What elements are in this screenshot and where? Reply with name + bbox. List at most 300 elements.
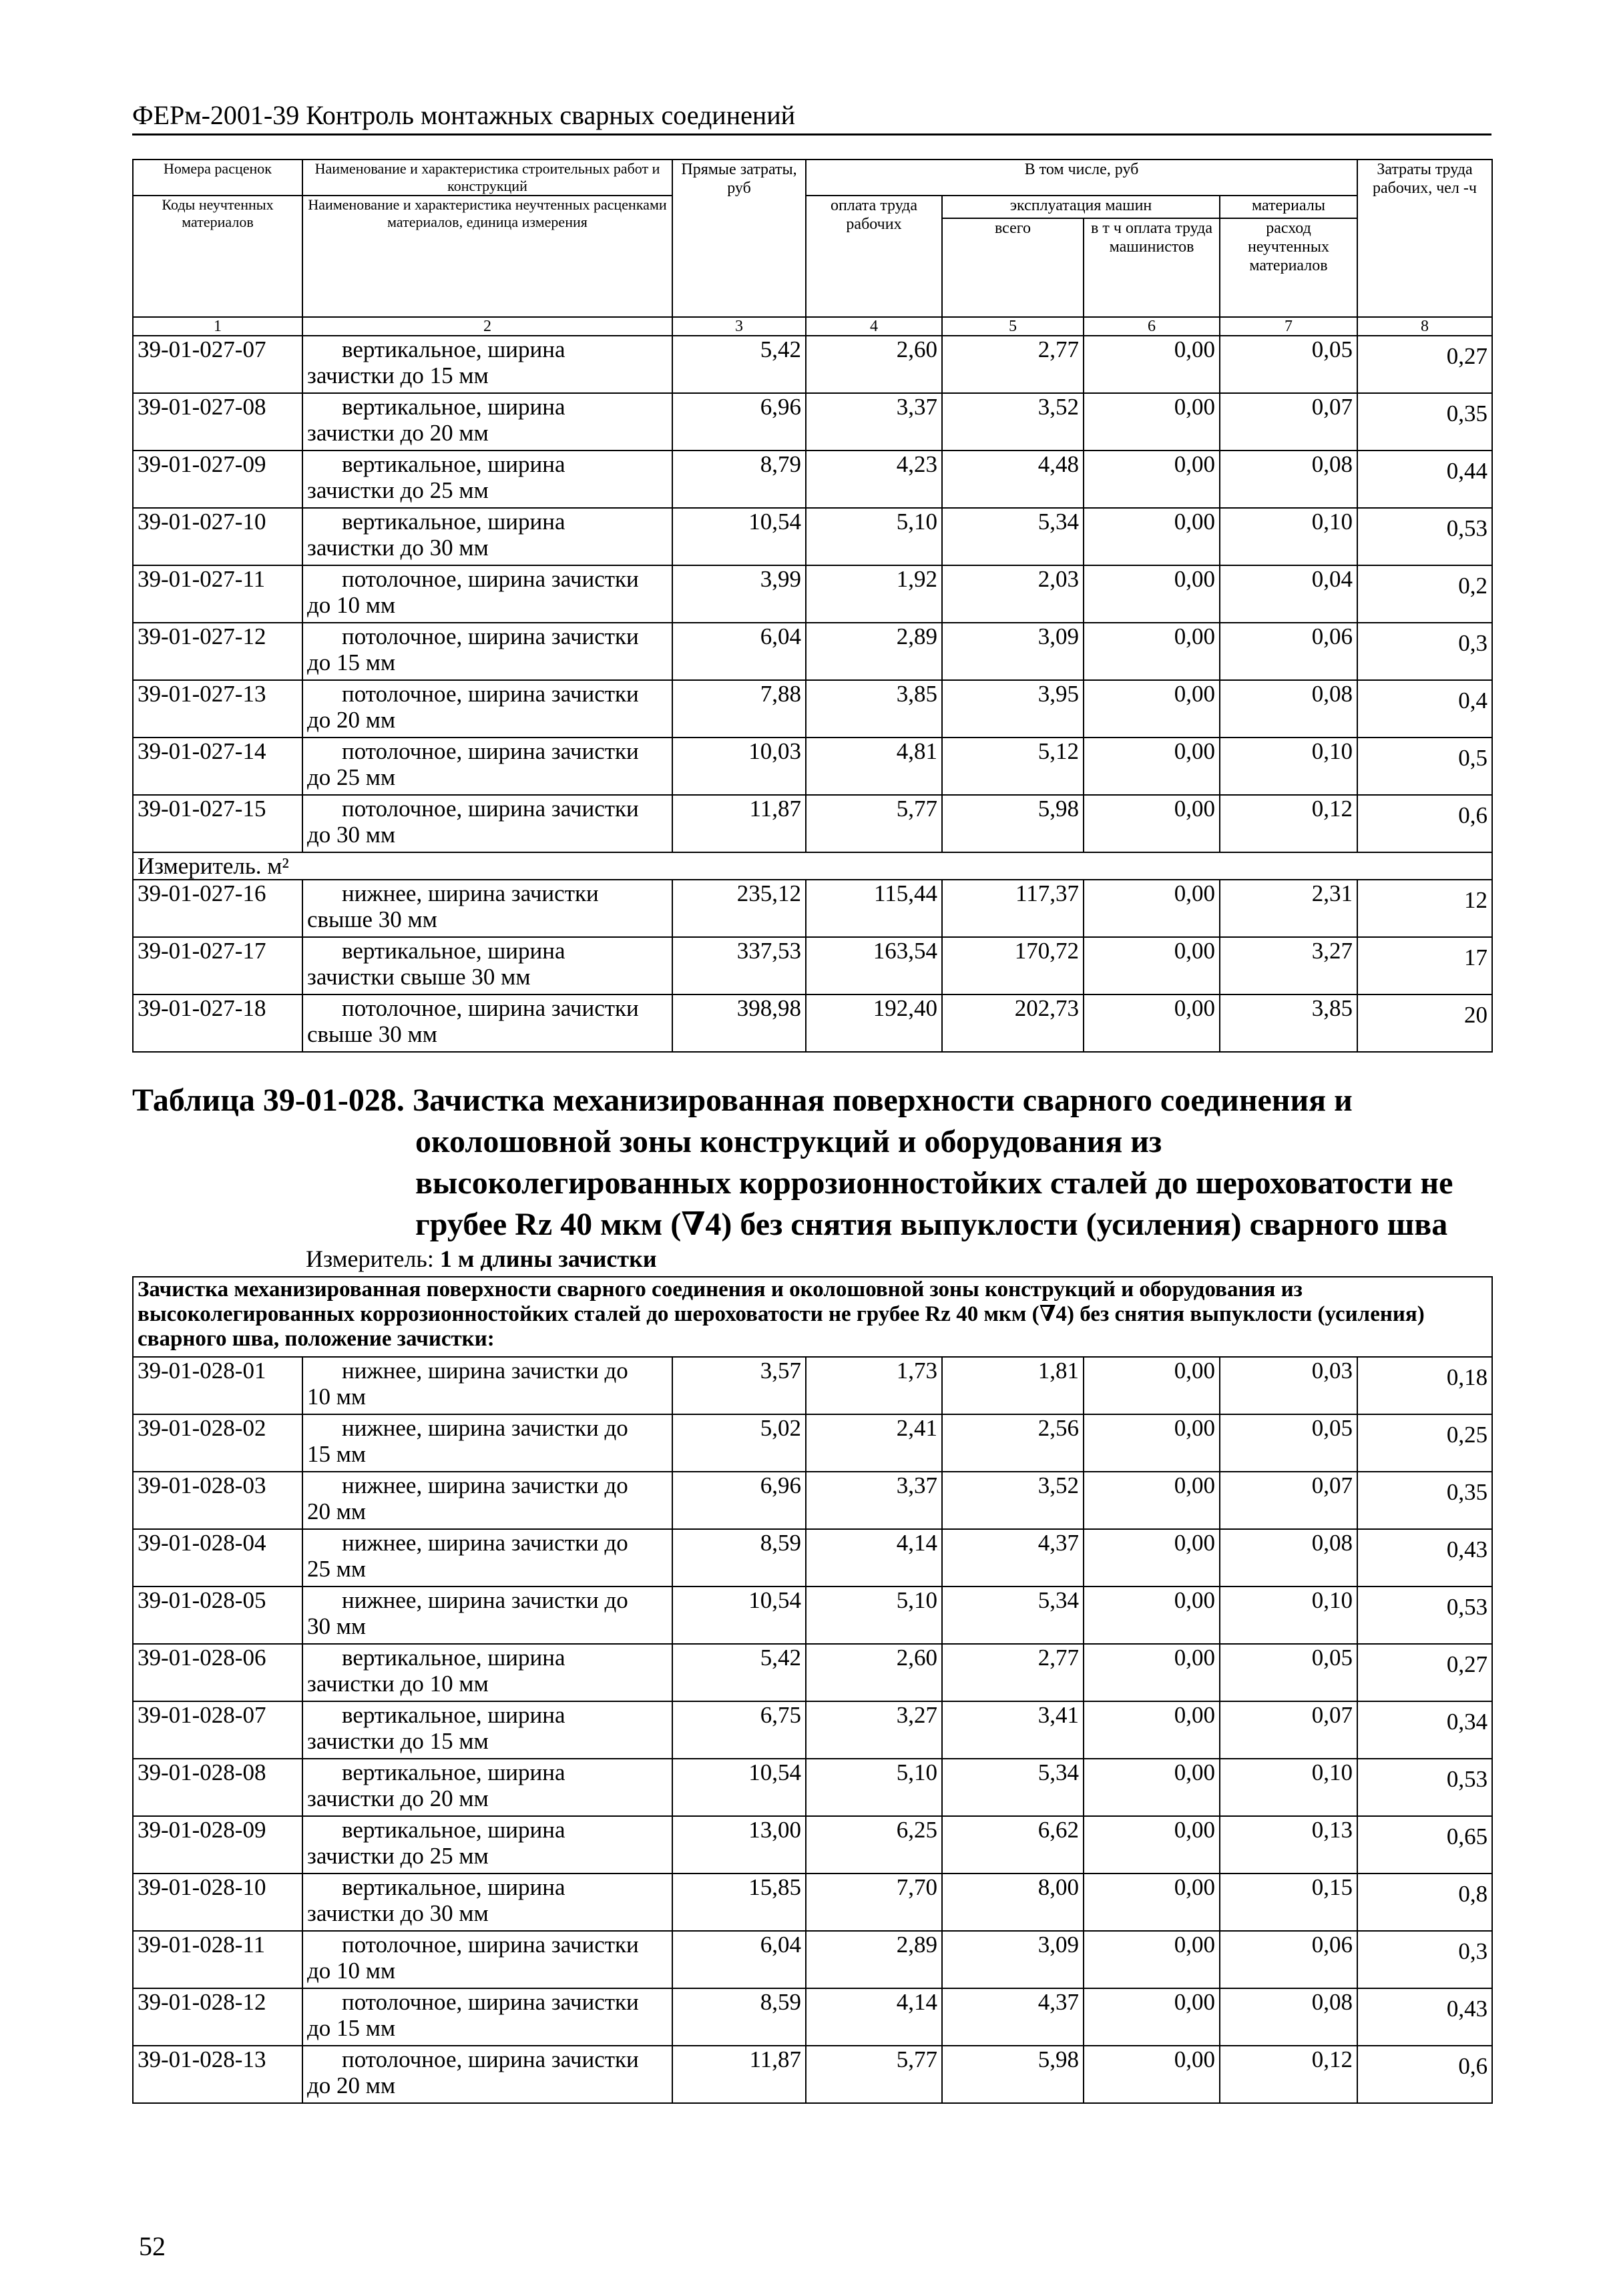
work-name-line: до 20 мм (307, 707, 396, 733)
value-cell: 0,10 (1220, 508, 1357, 565)
table-title (132, 1080, 1491, 1245)
header-c1a: Номера расценок (133, 160, 302, 196)
value-cell: 0,10 (1220, 1587, 1357, 1644)
value-cell: 2,03 (942, 565, 1084, 623)
value-cell: 5,12 (942, 738, 1084, 795)
value-cell: 0,00 (1084, 1529, 1220, 1587)
value-cell: 0,00 (1084, 1644, 1220, 1701)
value-cell: 6,04 (672, 623, 806, 680)
rate-code: 39-01-027-10 (133, 508, 302, 565)
work-name-line: до 10 мм (307, 592, 396, 618)
value-cell: 0,04 (1220, 565, 1357, 623)
value-cell: 17 (1357, 937, 1492, 994)
table-row (133, 451, 1492, 508)
measure-row (133, 852, 1492, 880)
value-cell: 3,27 (1220, 937, 1357, 994)
work-name-line: зачистки до 20 мм (307, 420, 489, 446)
value-cell: 6,96 (672, 393, 806, 451)
header-c1b: Коды неучтенных материалов (133, 196, 302, 317)
rate-code: 39-01-028-06 (133, 1644, 302, 1701)
value-cell: 0,00 (1084, 1931, 1220, 1988)
work-name-line: потолочное, ширина зачистки (342, 796, 639, 822)
value-cell: 163,54 (806, 937, 942, 994)
value-cell: 0,07 (1220, 1701, 1357, 1759)
table-row (133, 1644, 1492, 1701)
measure-unit-prefix: Измеритель: (306, 1245, 440, 1272)
rate-code: 39-01-028-10 (133, 1874, 302, 1931)
value-cell: 1,73 (806, 1357, 942, 1414)
value-cell: 0,27 (1357, 1644, 1492, 1701)
column-number: 8 (1357, 317, 1492, 336)
rate-code: 39-01-027-09 (133, 451, 302, 508)
table-row (133, 1759, 1492, 1816)
work-name-line: потолочное, ширина зачистки (342, 1989, 639, 2015)
value-cell: 0,5 (1357, 738, 1492, 795)
rate-code: 39-01-027-12 (133, 623, 302, 680)
value-cell: 3,99 (672, 565, 806, 623)
value-cell: 5,42 (672, 1644, 806, 1701)
work-name (302, 393, 672, 451)
work-name (302, 880, 672, 937)
work-name-line: до 30 мм (307, 822, 396, 848)
header-c2a: Наименование и характеристика строительных работ и конструкций (302, 160, 672, 196)
work-name-line: 15 мм (307, 1441, 367, 1467)
work-name-line: зачистки свыше 30 мм (307, 964, 531, 990)
work-name-line: нижнее, ширина зачистки до (342, 1472, 628, 1498)
rate-code: 39-01-027-18 (133, 994, 302, 1052)
work-name-line: зачистки до 15 мм (307, 362, 489, 388)
work-name-line: вертикальное, ширина (342, 1702, 565, 1728)
value-cell: 13,00 (672, 1816, 806, 1874)
header-c4: оплата труда рабочих (806, 196, 942, 317)
work-name (302, 1414, 672, 1472)
value-cell: 3,85 (806, 680, 942, 738)
value-cell: 0,07 (1220, 393, 1357, 451)
page-number: 52 (139, 2231, 166, 2261)
value-cell: 0,53 (1357, 1759, 1492, 1816)
value-cell: 5,34 (942, 508, 1084, 565)
work-name-line: свыше 30 мм (307, 906, 437, 932)
work-name (302, 738, 672, 795)
work-name-line: до 15 мм (307, 2015, 396, 2041)
value-cell: 0,35 (1357, 1472, 1492, 1529)
value-cell: 0,43 (1357, 1529, 1492, 1587)
value-cell: 0,12 (1220, 795, 1357, 852)
header-c3: Прямые затраты, руб (672, 160, 806, 317)
value-cell: 0,08 (1220, 451, 1357, 508)
value-cell: 2,56 (942, 1414, 1084, 1472)
column-number: 6 (1084, 317, 1220, 336)
work-name-line: потолочное, ширина зачистки (342, 681, 639, 707)
work-name-line: потолочное, ширина зачистки (342, 738, 639, 764)
work-name (302, 1874, 672, 1931)
value-cell: 0,18 (1357, 1357, 1492, 1414)
value-cell: 0,35 (1357, 393, 1492, 451)
value-cell: 12 (1357, 880, 1492, 937)
work-name-line: зачистки до 25 мм (307, 477, 489, 503)
value-cell: 170,72 (942, 937, 1084, 994)
work-name (302, 565, 672, 623)
description-row (133, 1277, 1492, 1357)
value-cell: 0,25 (1357, 1414, 1492, 1472)
table-row (133, 393, 1492, 451)
value-cell: 8,59 (672, 1988, 806, 2046)
value-cell: 15,85 (672, 1874, 806, 1931)
column-number: 4 (806, 317, 942, 336)
value-cell: 2,60 (806, 1644, 942, 1701)
work-name-line: нижнее, ширина зачистки до (342, 1358, 628, 1384)
value-cell: 3,85 (1220, 994, 1357, 1052)
value-cell: 0,08 (1220, 1988, 1357, 2046)
value-cell: 0,43 (1357, 1988, 1492, 2046)
work-name-line: 10 мм (307, 1384, 367, 1410)
rate-code: 39-01-027-07 (133, 336, 302, 393)
rate-code: 39-01-027-17 (133, 937, 302, 994)
table-row (133, 937, 1492, 994)
value-cell: 5,98 (942, 795, 1084, 852)
value-cell: 235,12 (672, 880, 806, 937)
work-name (302, 1816, 672, 1874)
work-name (302, 1931, 672, 1988)
work-name-line: вертикальное, ширина (342, 451, 565, 477)
value-cell: 0,00 (1084, 1759, 1220, 1816)
work-name (302, 680, 672, 738)
value-cell: 2,31 (1220, 880, 1357, 937)
value-cell: 3,57 (672, 1357, 806, 1414)
value-cell: 0,00 (1084, 623, 1220, 680)
value-cell: 8,59 (672, 1529, 806, 1587)
value-cell: 0,00 (1084, 1472, 1220, 1529)
header-c6: в т ч оплата труда машинистов (1084, 218, 1220, 317)
value-cell: 0,00 (1084, 795, 1220, 852)
value-cell: 0,07 (1220, 1472, 1357, 1529)
value-cell: 3,52 (942, 393, 1084, 451)
table-row (133, 1931, 1492, 1988)
value-cell: 2,77 (942, 1644, 1084, 1701)
table-row (133, 1414, 1492, 1472)
rate-code: 39-01-028-07 (133, 1701, 302, 1759)
header-mat: материалы (1220, 196, 1357, 218)
value-cell: 6,96 (672, 1472, 806, 1529)
value-cell: 192,40 (806, 994, 942, 1052)
value-cell: 0,34 (1357, 1701, 1492, 1759)
rate-code: 39-01-027-13 (133, 680, 302, 738)
value-cell: 7,70 (806, 1874, 942, 1931)
header-c2b: Наименование и характеристика неучтенных расценками материалов, единица измерения (302, 196, 672, 317)
value-cell: 8,00 (942, 1874, 1084, 1931)
table-row (133, 880, 1492, 937)
value-cell: 0,00 (1084, 565, 1220, 623)
rate-code: 39-01-027-08 (133, 393, 302, 451)
value-cell: 115,44 (806, 880, 942, 937)
work-name (302, 1357, 672, 1414)
value-cell: 10,54 (672, 1587, 806, 1644)
table-title-line: Таблица 39-01-028. Зачистка механизированная поверхности сварного соединения и (132, 1083, 1353, 1118)
table-row (133, 1357, 1492, 1414)
value-cell: 3,41 (942, 1701, 1084, 1759)
value-cell: 5,10 (806, 1759, 942, 1816)
work-name (302, 623, 672, 680)
work-name (302, 1529, 672, 1587)
value-cell: 0,00 (1084, 451, 1220, 508)
work-name (302, 1472, 672, 1529)
work-name-line: вертикальное, ширина (342, 1759, 565, 1785)
value-cell: 6,62 (942, 1816, 1084, 1874)
work-name-line: вертикальное, ширина (342, 394, 565, 420)
work-name (302, 1759, 672, 1816)
value-cell: 1,92 (806, 565, 942, 623)
value-cell: 5,10 (806, 508, 942, 565)
rate-code: 39-01-028-02 (133, 1414, 302, 1472)
value-cell: 5,34 (942, 1759, 1084, 1816)
value-cell: 398,98 (672, 994, 806, 1052)
value-cell: 3,37 (806, 393, 942, 451)
work-description: Зачистка механизированная поверхности сварного соединения и околошовной зоны конструкций и оборудования из высоколегированных коррозионностойких сталей до шероховатости не грубее Rz 40 мкм (∇4) без снятия выпуклости (усиления) сварного шва, положение зачистки: (133, 1277, 1492, 1357)
table-row (133, 738, 1492, 795)
value-cell: 3,27 (806, 1701, 942, 1759)
table-title-line: околошовной зоны конструкций и оборудования из (415, 1124, 1162, 1159)
value-cell: 0,10 (1220, 738, 1357, 795)
work-name (302, 1587, 672, 1644)
value-cell: 0,8 (1357, 1874, 1492, 1931)
value-cell: 2,89 (806, 1931, 942, 1988)
value-cell: 5,10 (806, 1587, 942, 1644)
value-cell: 0,05 (1220, 1644, 1357, 1701)
value-cell: 0,00 (1084, 1988, 1220, 2046)
rate-code: 39-01-028-12 (133, 1988, 302, 2046)
work-name (302, 451, 672, 508)
value-cell: 0,08 (1220, 680, 1357, 738)
value-cell: 4,14 (806, 1529, 942, 1587)
value-cell: 0,00 (1084, 393, 1220, 451)
column-numbers-row (133, 317, 1492, 336)
value-cell: 5,77 (806, 2046, 942, 2103)
value-cell: 0,00 (1084, 336, 1220, 393)
value-cell: 8,79 (672, 451, 806, 508)
value-cell: 0,00 (1084, 2046, 1220, 2103)
work-name-line: вертикальное, ширина (342, 1817, 565, 1843)
value-cell: 0,00 (1084, 880, 1220, 937)
work-name (302, 336, 672, 393)
work-name-line: зачистки до 30 мм (307, 1900, 489, 1926)
table-row (133, 336, 1492, 393)
header-c5: всего (942, 218, 1084, 317)
value-cell: 4,37 (942, 1988, 1084, 2046)
value-cell: 3,09 (942, 623, 1084, 680)
value-cell: 5,34 (942, 1587, 1084, 1644)
value-cell: 0,06 (1220, 623, 1357, 680)
value-cell: 0,06 (1220, 1931, 1357, 1988)
work-name-line: зачистки до 30 мм (307, 535, 489, 561)
value-cell: 0,00 (1084, 680, 1220, 738)
header-incl: В том числе, руб (806, 160, 1357, 196)
value-cell: 7,88 (672, 680, 806, 738)
value-cell: 337,53 (672, 937, 806, 994)
value-cell: 0,00 (1084, 1414, 1220, 1472)
column-number: 7 (1220, 317, 1357, 336)
value-cell: 0,05 (1220, 1414, 1357, 1472)
value-cell: 2,89 (806, 623, 942, 680)
value-cell: 5,02 (672, 1414, 806, 1472)
work-name (302, 994, 672, 1052)
table-row (133, 508, 1492, 565)
value-cell: 11,87 (672, 2046, 806, 2103)
value-cell: 5,77 (806, 795, 942, 852)
value-cell: 4,23 (806, 451, 942, 508)
value-cell: 0,3 (1357, 1931, 1492, 1988)
value-cell: 0,00 (1084, 1701, 1220, 1759)
table-row (133, 623, 1492, 680)
work-name (302, 2046, 672, 2103)
work-name-line: до 10 мм (307, 1958, 396, 1984)
value-cell: 0,00 (1084, 738, 1220, 795)
table-row (133, 994, 1492, 1052)
value-cell: 0,65 (1357, 1816, 1492, 1874)
work-name-line: потолочное, ширина зачистки (342, 1932, 639, 1958)
value-cell: 0,00 (1084, 1874, 1220, 1931)
column-number: 1 (133, 317, 302, 336)
work-name (302, 1988, 672, 2046)
table-row (133, 565, 1492, 623)
value-cell: 0,2 (1357, 565, 1492, 623)
work-name-line: 20 мм (307, 1498, 367, 1524)
work-name-line: 30 мм (307, 1613, 367, 1639)
work-name-line: потолочное, ширина зачистки (342, 623, 639, 649)
table-row (133, 1472, 1492, 1529)
value-cell: 6,04 (672, 1931, 806, 1988)
value-cell: 4,48 (942, 451, 1084, 508)
value-cell: 10,54 (672, 1759, 806, 1816)
table-row (133, 680, 1492, 738)
value-cell: 6,25 (806, 1816, 942, 1874)
table-39-01-027 (132, 159, 1493, 1053)
value-cell: 0,3 (1357, 623, 1492, 680)
rate-code: 39-01-028-08 (133, 1759, 302, 1816)
work-name-line: свыше 30 мм (307, 1021, 437, 1047)
work-name-line: нижнее, ширина зачистки до (342, 1530, 628, 1556)
value-cell: 0,00 (1084, 508, 1220, 565)
value-cell: 0,44 (1357, 451, 1492, 508)
table-row (133, 1529, 1492, 1587)
measure-unit-value: 1 м длины зачистки (439, 1245, 657, 1272)
value-cell: 0,08 (1220, 1529, 1357, 1587)
value-cell: 0,00 (1084, 994, 1220, 1052)
column-number: 2 (302, 317, 672, 336)
table-row (133, 1816, 1492, 1874)
rate-code: 39-01-028-13 (133, 2046, 302, 2103)
work-name-line: зачистки до 25 мм (307, 1843, 489, 1869)
table-row (133, 1988, 1492, 2046)
rate-code: 39-01-028-04 (133, 1529, 302, 1587)
work-name-line: зачистки до 10 мм (307, 1671, 489, 1697)
work-name (302, 795, 672, 852)
value-cell: 0,53 (1357, 508, 1492, 565)
rate-code: 39-01-028-05 (133, 1587, 302, 1644)
rate-code: 39-01-027-16 (133, 880, 302, 937)
value-cell: 202,73 (942, 994, 1084, 1052)
work-name (302, 1701, 672, 1759)
work-name-line: вертикальное, ширина (342, 509, 565, 535)
value-cell: 10,54 (672, 508, 806, 565)
value-cell: 0,00 (1084, 1816, 1220, 1874)
work-name-line: потолочное, ширина зачистки (342, 2046, 639, 2072)
measure-unit-line (306, 1244, 657, 1273)
value-cell: 1,81 (942, 1357, 1084, 1414)
work-name-line: до 20 мм (307, 2072, 396, 2098)
work-name (302, 1644, 672, 1701)
work-name-line: до 25 мм (307, 764, 396, 790)
work-name-line: зачистки до 20 мм (307, 1785, 489, 1811)
value-cell: 3,95 (942, 680, 1084, 738)
table-title-line: грубее Rz 40 мкм (∇4) без снятия выпуклости (усиления) сварного шва (415, 1207, 1448, 1242)
rate-code: 39-01-027-14 (133, 738, 302, 795)
value-cell: 5,98 (942, 2046, 1084, 2103)
work-name-line: потолочное, ширина зачистки (342, 995, 639, 1021)
header-c7: расход неучтенных материалов (1220, 218, 1357, 317)
table-row (133, 1874, 1492, 1931)
rate-code: 39-01-028-03 (133, 1472, 302, 1529)
table-39-01-028 (132, 1276, 1493, 2104)
value-cell: 0,6 (1357, 795, 1492, 852)
value-cell: 0,13 (1220, 1816, 1357, 1874)
page-header-title: ФЕРм-2001-39 Контроль монтажных сварных соединений (132, 100, 796, 130)
work-name-line: потолочное, ширина зачистки (342, 566, 639, 592)
table-row (133, 1701, 1492, 1759)
rate-code: 39-01-028-09 (133, 1816, 302, 1874)
work-name-line: вертикальное, ширина (342, 1874, 565, 1900)
value-cell: 20 (1357, 994, 1492, 1052)
rate-code: 39-01-027-11 (133, 565, 302, 623)
value-cell: 0,15 (1220, 1874, 1357, 1931)
work-name (302, 508, 672, 565)
work-name-line: нижнее, ширина зачистки до (342, 1415, 628, 1441)
work-name-line: 25 мм (307, 1556, 367, 1582)
page-header (132, 99, 1491, 135)
work-name-line: зачистки до 15 мм (307, 1728, 489, 1754)
value-cell: 0,03 (1220, 1357, 1357, 1414)
value-cell: 0,6 (1357, 2046, 1492, 2103)
value-cell: 4,81 (806, 738, 942, 795)
table-row (133, 2046, 1492, 2103)
value-cell: 6,75 (672, 1701, 806, 1759)
value-cell: 10,03 (672, 738, 806, 795)
column-number: 3 (672, 317, 806, 336)
header-c8: Затраты труда рабочих, чел -ч (1357, 160, 1492, 317)
value-cell: 11,87 (672, 795, 806, 852)
work-name-line: нижнее, ширина зачистки до (342, 1587, 628, 1613)
table-row (133, 1587, 1492, 1644)
value-cell: 2,60 (806, 336, 942, 393)
value-cell: 2,41 (806, 1414, 942, 1472)
value-cell: 3,09 (942, 1931, 1084, 1988)
work-name-line: вертикальное, ширина (342, 938, 565, 964)
value-cell: 4,37 (942, 1529, 1084, 1587)
value-cell: 4,14 (806, 1988, 942, 2046)
header-mach: эксплуатация машин (942, 196, 1220, 218)
work-name-line: нижнее, ширина зачистки (342, 880, 599, 906)
rate-code: 39-01-027-15 (133, 795, 302, 852)
value-cell: 0,27 (1357, 336, 1492, 393)
value-cell: 0,00 (1084, 937, 1220, 994)
value-cell: 0,12 (1220, 2046, 1357, 2103)
measure-unit: Измеритель. м² (133, 852, 1492, 880)
value-cell: 3,37 (806, 1472, 942, 1529)
value-cell: 3,52 (942, 1472, 1084, 1529)
work-name-line: до 15 мм (307, 649, 396, 675)
rate-code: 39-01-028-01 (133, 1357, 302, 1414)
value-cell: 0,4 (1357, 680, 1492, 738)
value-cell: 2,77 (942, 336, 1084, 393)
